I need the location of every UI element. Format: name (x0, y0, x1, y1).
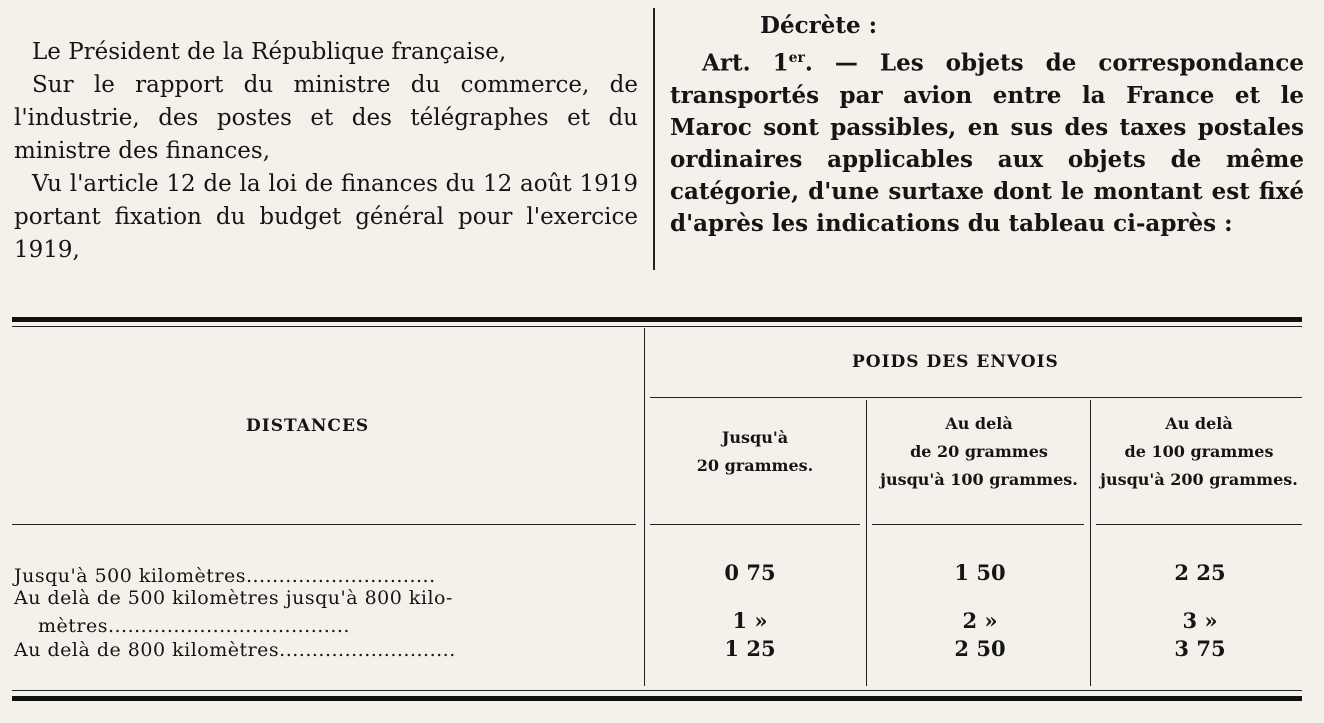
header-col3-line1: Au delà (1165, 414, 1233, 433)
table-cell: 3 75 (1174, 636, 1226, 661)
header-distances: DISTANCES (246, 416, 370, 436)
table-cell: 2 » (962, 608, 998, 633)
table-top-rule-thick (12, 317, 1302, 322)
table-cell: 1 25 (724, 636, 776, 661)
table-cell: 3 » (1182, 608, 1218, 633)
header-col3 (1092, 410, 1306, 494)
left-column (14, 36, 638, 267)
header-col3-line2: de 100 grammes (1124, 442, 1274, 461)
header-col1-line1: Jusqu'à (721, 428, 789, 447)
table-cell: 2 50 (954, 636, 1006, 661)
table-group-underline (650, 397, 1302, 398)
table-vline-col1 (866, 400, 867, 686)
header-col2-line3: jusqu'à 100 grammes. (880, 470, 1078, 489)
rapport-paragraph: Sur le rapport du ministre du commerce, de l'industrie, des postes et des télégraphes et du ministre des finances, (14, 72, 638, 164)
table-header-underline-c1 (650, 524, 860, 525)
decrete-heading: Décrète : (760, 12, 878, 39)
table-vline-distances (644, 328, 645, 686)
header-col3-line3: jusqu'à 200 grammes. (1100, 470, 1298, 489)
table-row-label-cont: mètres..................................... (38, 615, 350, 637)
article-text: . — Les objets de correspondance transportés par avion entre la France et le Maroc sont passibles, en sus des taxes postales ordinaires applicables aux objets de même catégorie, d'une surtaxe dont le montant est fixé d'après les indications du tableau ci-après : (670, 49, 1304, 237)
table-header-underline-c3 (1096, 524, 1302, 525)
table-cell: 0 75 (724, 560, 776, 585)
article-label: Art. 1 (702, 49, 789, 77)
table-header-underline-c2 (872, 524, 1084, 525)
article-1-paragraph (670, 42, 1304, 240)
table-bottom-rule-thin (12, 690, 1302, 691)
table-header-underline-left (12, 524, 636, 525)
header-col2-line1: Au delà (945, 414, 1013, 433)
header-col2-line2: de 20 grammes (910, 442, 1048, 461)
header-poids-des-envois: POIDS DES ENVOIS (852, 352, 1059, 372)
column-divider (653, 8, 655, 270)
right-column (670, 10, 1304, 240)
table-bottom-rule-thick (12, 696, 1302, 701)
president-line: Le Président de la République française, (32, 39, 507, 65)
table-cell: 2 25 (1174, 560, 1226, 585)
table-cell: 1 » (732, 608, 768, 633)
table-top-rule-thin (12, 326, 1302, 327)
vu-article-paragraph: Vu l'article 12 de la loi de finances du 12 août 1919 portant fixation du budget général pour l'exercice 1919, (14, 171, 638, 263)
header-col1-line2: 20 grammes. (696, 456, 814, 475)
table-row-label: Au delà de 500 kilomètres jusqu'à 800 kilo- (14, 587, 453, 609)
table-vline-col2 (1090, 400, 1091, 686)
article-sup: er (788, 50, 805, 66)
table-row-label: Au delà de 800 kilomètres........................... (14, 639, 456, 661)
table-row-label: Jusqu'à 500 kilomètres............................. (14, 565, 436, 587)
header-col1 (650, 424, 860, 480)
header-col2 (868, 410, 1090, 494)
table-cell: 1 50 (954, 560, 1006, 585)
